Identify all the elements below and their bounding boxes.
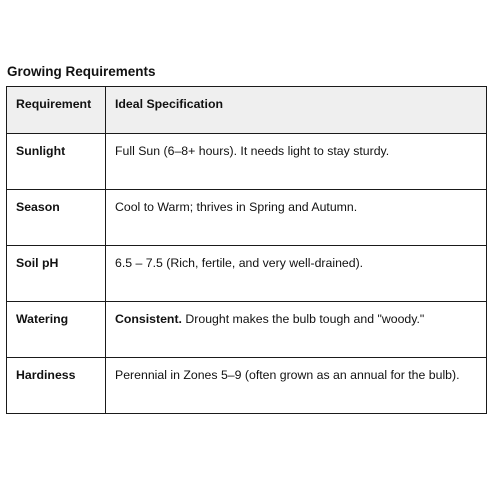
specification-text: Drought makes the bulb tough and "woody." — [181, 312, 425, 326]
specification-cell — [106, 134, 487, 190]
growing-requirements-table — [6, 86, 487, 414]
column-header-requirement: Requirement — [7, 87, 106, 134]
specification-lead: Consistent. — [115, 312, 182, 326]
table-row — [7, 302, 487, 358]
table-row — [7, 246, 487, 302]
column-header-ideal-specification: Ideal Specification — [106, 87, 487, 134]
requirement-cell: Soil pH — [7, 246, 106, 302]
table-row — [7, 190, 487, 246]
specification-cell — [106, 358, 487, 414]
section-title: Growing Requirements — [7, 64, 156, 79]
requirement-cell: Sunlight — [7, 134, 106, 190]
specification-text: Cool to Warm; thrives in Spring and Autumn. — [115, 200, 358, 214]
table-header-row — [7, 87, 487, 134]
requirement-cell: Watering — [7, 302, 106, 358]
specification-cell — [106, 246, 487, 302]
specification-cell — [106, 190, 487, 246]
requirement-cell: Hardiness — [7, 358, 106, 414]
specification-text: Full Sun (6–8+ hours). It needs light to stay sturdy. — [115, 144, 390, 158]
requirement-cell: Season — [7, 190, 106, 246]
specification-text: 6.5 – 7.5 (Rich, fertile, and very well-drained). — [115, 256, 364, 270]
table-row — [7, 358, 487, 414]
specification-text: Perennial in Zones 5–9 (often grown as an annual for the bulb). — [115, 368, 460, 382]
specification-cell — [106, 302, 487, 358]
table-row — [7, 134, 487, 190]
